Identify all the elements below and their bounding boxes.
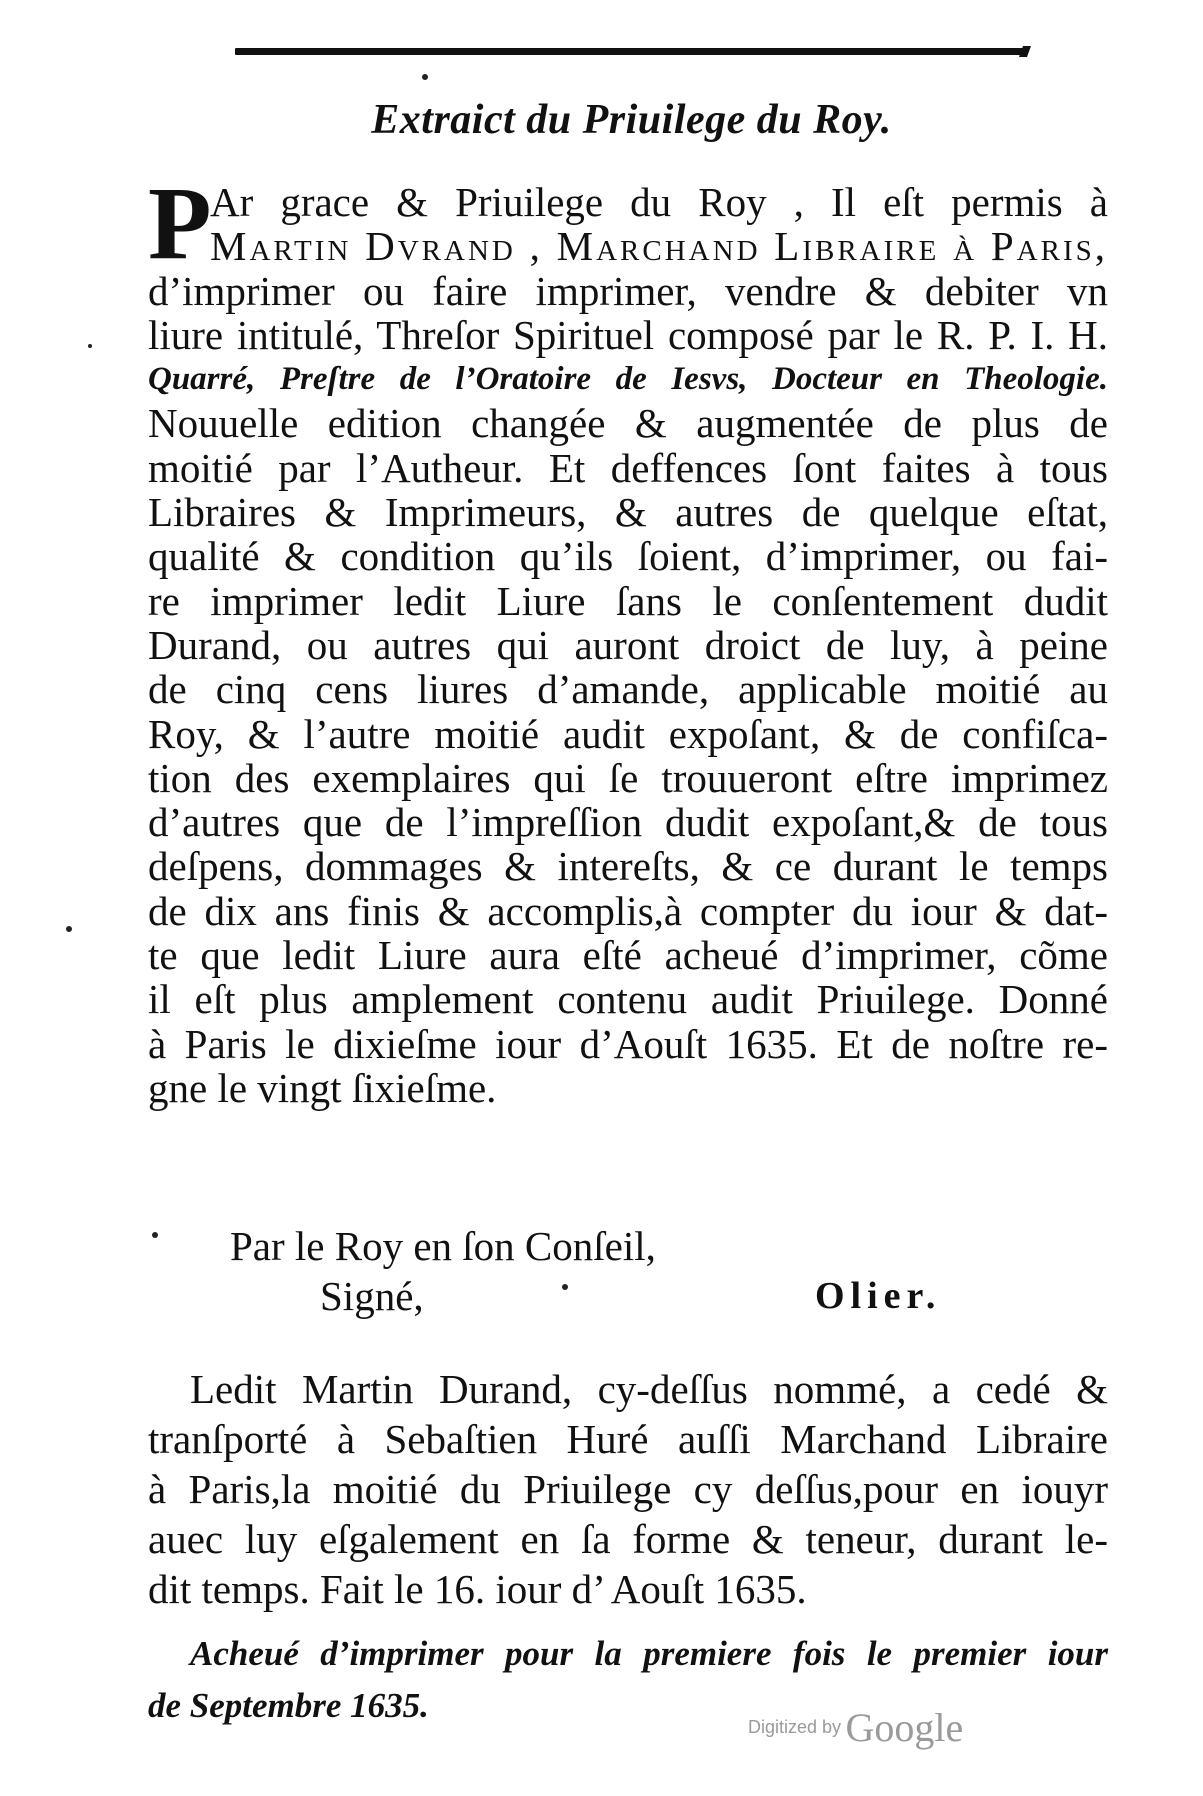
text-line: dit temps. Fait le 16. iour d’ Aouſt 1635. (148, 1566, 807, 1612)
ink-spot (88, 344, 92, 348)
text-line: tion des exemplaires qui ſe trouueront eſtre imprimez (148, 754, 1108, 801)
page-heading (0, 96, 1203, 144)
text-line: d’autres que de l’impreſſion dudit expoſant,& de tous (148, 799, 1108, 846)
text-line: Nouuelle edition changée & augmentée de plus de (148, 400, 1108, 447)
top-rule (235, 48, 1025, 55)
text-line: Acheué d’imprimer pour la premiere fois le premier iour (190, 1634, 1108, 1673)
text-line: re imprimer ledit Liure ſans le conſentement dudit (148, 577, 1108, 624)
text-line: Quarré, Preſtre de l’Oratoire de Iesvs, Docteur en Theologie. (148, 361, 1108, 398)
transfer-paragraph (148, 1364, 1108, 1614)
digitized-watermark (748, 1704, 963, 1751)
signature-authority: Par le Roy en ſon Conſeil, (230, 1223, 656, 1269)
text-line: Ar grace & Priuilege du Roy , Il eſt permis à (210, 179, 1108, 225)
text-line: auec luy eſgalement en ſa forme & teneur, durant le- (148, 1516, 1108, 1562)
ink-spot (66, 926, 72, 932)
heading-text: Extraict du Priuilege du Roy. (371, 97, 892, 143)
text-line: Libraires & Imprimeurs, & autres de quelque eſtat, (148, 489, 1108, 536)
signature-name: Olier. (815, 1275, 942, 1317)
text-line: de dix ans finis & accomplis,à compter du iour & dat- (148, 887, 1108, 934)
text-line: d’imprimer ou faire imprimer, vendre & debiter vn (148, 267, 1108, 314)
text-line: il eſt plus amplement contenu audit Priuilege. Donné (148, 976, 1108, 1023)
privilege-paragraph (148, 166, 1108, 1111)
text-line: de cinq cens liures d’amande, applicable moitié au (148, 666, 1108, 713)
text-line: à Paris le dixieſme iour d’Aouſt 1635. Et de noſtre re- (148, 1020, 1108, 1067)
text-line: Roy, & l’autre moitié audit expoſant, & de confiſca- (148, 710, 1108, 757)
watermark-brand: Google (845, 1705, 964, 1750)
text-line: moitié par l’Autheur. Et deffences ſont faites à tous (148, 444, 1108, 491)
ink-spot (152, 1232, 158, 1238)
ink-spot (422, 74, 428, 80)
text-line: Ledit Martin Durand, cy-deſſus nommé, a cedé & (190, 1366, 1108, 1412)
text-line: de Septembre 1635. (148, 1686, 429, 1725)
text-line: liure intitulé, Threſor Spirituel composé par le R. P. I. H. (148, 311, 1108, 358)
colophon (148, 1628, 1108, 1732)
watermark-prefix: Digitized by (748, 1717, 842, 1737)
text-line: Martin Dvrand , Marchand Libraire à Paris, (210, 223, 1108, 270)
text-line: te que ledit Liure aura eſté acheué d’imprimer, cõme (148, 932, 1108, 979)
text-line: qualité & condition qu’ils ſoient, d’imprimer, ou fai- (148, 533, 1108, 580)
text-line: à Paris,la moitié du Priuilege cy deſſus,pour en iouyr (148, 1466, 1108, 1512)
drop-capital: P (148, 166, 212, 281)
text-line: Durand, ou autres qui auront droict de luy, à peine (148, 621, 1108, 668)
text-line: gne le vingt ſixieſme. (148, 1064, 497, 1111)
ink-spot (562, 1284, 568, 1290)
signature-signed: Signé, (320, 1273, 424, 1319)
text-line: deſpens, dommages & intereſts, & ce durant le temps (148, 843, 1108, 890)
text-line: tranſporté à Sebaſtien Huré auſſi Marchand Libraire (148, 1416, 1108, 1462)
